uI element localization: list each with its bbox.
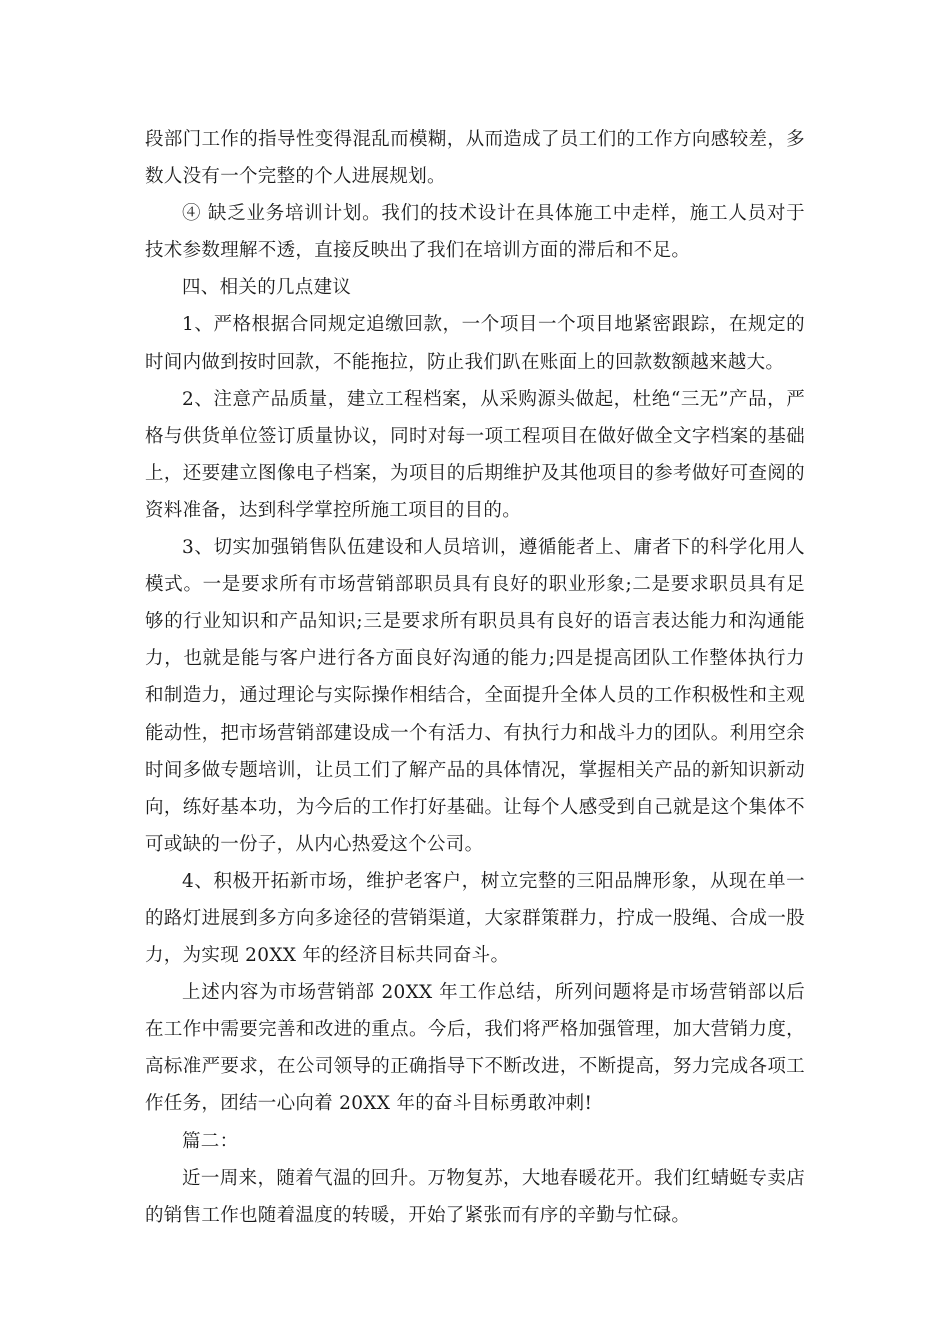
paragraph-suggestion-1: 1、严格根据合同规定追缴回款，一个项目一个项目地紧密跟踪，在规定的时间内做到按时回款，不能拖拉，防止我们趴在账面上的回款数额越来越大。 bbox=[145, 314, 805, 373]
paragraph-summary: 上述内容为市场营销部 20XX 年工作总结，所列问题将是市场营销部以后在工作中需要完善和改进的重点。今后，我们将严格加强管理，加大营销力度，高标准严要求，在公司领导的正确指导下不断改进，不断提高，努力完成各项工作任务，团结一心向着 20XX 年的奋斗目标勇敢冲刺! bbox=[145, 982, 805, 1115]
paragraph-training-plan: ④ 缺乏业务培训计划。我们的技术设计在具体施工中走样，施工人员对于技术参数理解不透，直接反映出了我们在培训方面的滞后和不足。 bbox=[145, 203, 805, 262]
document-body bbox=[145, 121, 805, 1234]
section-heading-suggestions: 四、相关的几点建议 bbox=[182, 277, 352, 299]
paragraph-continuation: 段部门工作的指导性变得混乱而模糊，从而造成了员工们的工作方向感较差，多数人没有一个完整的个人进展规划。 bbox=[145, 129, 805, 188]
heading-part-two: 篇二： bbox=[182, 1130, 239, 1152]
paragraph-suggestion-4: 4、积极开拓新市场，维护老客户，树立完整的三阳品牌形象，从现在单一的路灯进展到多方向多途径的营销渠道，大家群策群力，拧成一股绳、合成一股力，为实现 20XX 年的经济目标共同奋斗。 bbox=[145, 870, 805, 967]
paragraph-suggestion-2: 2、注意产品质量，建立工程档案，从采购源头做起，杜绝“三无”产品，严格与供货单位签订质量协议，同时对每一项工程项目在做好做全文字档案的基础上，还要建立图像电子档案，为项目的后期维护及其他项目的参考做好可查阅的资料准备，达到科学掌控所施工项目的目的。 bbox=[145, 388, 805, 521]
paragraph-suggestion-3: 3、切实加强销售队伍建设和人员培训，遵循能者上、庸者下的科学化用人模式。一是要求所有市场营销部职员具有良好的职业形象;二是要求职员具有足够的行业知识和产品知识;三是要求所有职员具有良好的语言表达能力和沟通能力，也就是能与客户进行各方面良好沟通的能力;四是提高团队工作整体执行力和制造力，通过理论与实际操作相结合，全面提升全体人员的工作积极性和主观能动性，把市场营销部建设成一个有活力、有执行力和战斗力的团队。利用空余时间多做专题培训，让员工们了解产品的具体情况，掌握相关产品的新知识新动向，练好基本功，为今后的工作打好基础。让每个人感受到自己就是这个集体不可或缺的一份子，从内心热爱这个公司。 bbox=[145, 537, 805, 855]
paragraph-part-two-intro: 近一周来，随着气温的回升。万物复苏，大地春暖花开。我们红蜻蜓专卖店的销售工作也随着温度的转暖，开始了紧张而有序的辛勤与忙碌。 bbox=[145, 1167, 805, 1226]
